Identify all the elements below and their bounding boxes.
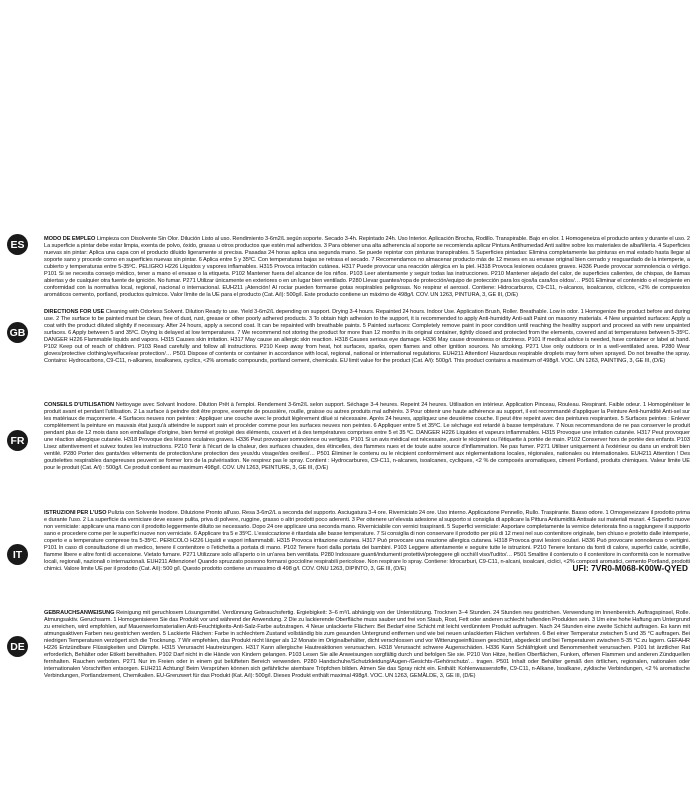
label-text-sheet	[0, 236, 700, 710]
section-body-es: Limpieza con Disolvente Sin Olor. Dilución Listo al uso. Rendimiento 3-6m2/L según soporte. Secado 3-4h. Repintado 24h. Uso Interior. Aplicación Brocha, Rodillo. Transpirable. Bajo en olor. 1 Homogeneiza el producto antes y durante el uso. 2 La superficie a pintar debe estar limpia, exenta de polvo, óxido, grasas u otros productos que estén mal adheridos. 3 Para obtener una alta adherencia al soporte se recomienda aplicar Pintura Antihumedad Anti salitre sobre los materiales de albañilería. 4 Superficies nuevas sin pintar: Aplica una capa con el producto diluido ligeramente si precisa. Pasadas 24 horas aplica una segunda mano. Se puede repintar con pinturas transpirables. 5 Superficies pintadas: Elimina completamente las pinturas en mal estado hasta llegar al soporte sano y procede como en superficies nuevas sin pintar. 6 Aplica entre 5 y 35ºC. Con temperaturas bajas se retrasa el secado. 7 Recomendamos no almacenar producto más de 12 meses en su envase original bien cerrado y resguardado de la intemperie, a cubierto y temperaturas entre 5-35ºC. PELIGRO H226 Líquidos y vapores inflamables. H315 Provoca irritación cutánea. H317 Puede provocar una reacción alérgica en la piel. H318 Provoca lesiones oculares graves. H336 Puede provocar somnolencia o vértigo. P101 Si se necesita consejo médico, tener a mano el envase o la etiqueta. P102 Mantener fuera del alcance de los niños. P103 Leer atentamente y seguir todas las instrucciones. P210 Mantener alejado del calor, de superficies calientes, de chispas, de llamas abiertas y de cualquier otra fuente de ignición. No fumar. P271 Utilizar únicamente en exteriores o en un lugar bien ventilado. P280 Llevar guantes/ropa de protección/equipo de protección para los ojos/la cara/los oídos/… P501 Eliminar el contenido o el recipiente en conformidad con la normativa local, regional, nacional o internacional. EUH211 ¡Atención! Al rociar pueden formarse gotas respirables peligrosas. No respirar el aerosol. Contiene: Hidrocarburos, C9-C11, n-alcanos, isoalcanos, cíclicos, <2% de compuestos aromáticos cemento, portland, productos químicos. Valor límite de la UE para el producto (Cat. A/i): 500g/l. Este producto contiene un máximo de 498g/l. COV. UN 1263, PINTURA, 3, GE III, (D/E)	[44, 236, 690, 299]
language-badge-es: ES	[7, 234, 28, 255]
section-de	[0, 610, 700, 710]
section-text-de	[44, 610, 690, 680]
section-es	[0, 236, 700, 309]
section-body-it: Pulizia con Solvente Inodore. Diluizione Pronto all'uso. Resa 3-6m2/L a seconda del supporto. Asciugatura 3-4 ore. Riverniciato 24 ore. Uso interno. Applicazione Pennello, Rullo. Traspirante. Basso odore. 1 Omogeneizzare il prodotto prima e durante l'uso. 2 La superficie da verniciare deve essere pulita, priva di polvere, ruggine, grasso o altri prodotti poco aderenti. 3 Per ottenere un'elevata adesione al supporto si consiglia di applicare la Pittura Antiumidità Antisale sui materiali murari. 4 Superfici nuove non verniciate: applicare una mano con il prodotto leggermente diluito se necessario. Dopo 24 ore applicare una seconda mano. Riverniciabile con vernici traspiranti. 5 Superfici verniciate: Asportare completamente la vernice deteriorata fino a raggiungere il supporto sano e procedere come per le superfici nuove non verniciate. 6 Applicare tra 5 e 35ºC. L'essiccazione è ritardata alle basse temperature. 7 Si consiglia di non conservare il prodotto per più di 12 mesi nel suo contenitore originale, ben chiuso e protetto dalle intemperie, coperto e a temperature comprese tra 5-35ºC. PERICOLO H226 Liquidi e vapori infiammabili. H315 Provoca irritazione cutanea. H317 Può provocare una reazione allergica cutanea. H318 Provoca gravi lesioni oculari. H336 Può provocare sonnolenza o vertigini. P101 In caso di consultazione di un medico, tenere il contenitore o l'etichetta a portata di mano. P102 Tenere fuori dalla portata dei bambini. P103 Leggere attentamente e seguire tutte le istruzioni. P210 Tenere lontano da fonti di calore, superfici calde, scintille, fiamme libere e altre fonti di accensione. Vietato fumare. P271 Utilizzare solo all'aperto o in un'area ben ventilata. P280 Indossare guanti/indumenti protettivi/proteggere gli occhi/il viso/l'udito/… P501 Smaltire il contenuto o il contenitore in conformità con le normative locali, regionali, nazionali o internazionali. EUH211 Attenzione! Quando spruzzato possono formarsi goccioline respirabili pericolose. Non respirare lo spray. Contiene: Idrocarburi, C9-C11, n-alcani, isoalcani, ciclici, <2% composti aromatici, cemento Portland, prodotti chimici. Valore limite UE per il prodotto (Cat. A/i): 500 g/l. Questo prodotto contiene un massimo di 498 g/l. COV. ONU 1263, DIPINTO, 3, GE III, (D/E)	[44, 510, 690, 573]
section-it	[0, 510, 700, 610]
section-heading-de: GEBRAUCHSANWEISUNG	[44, 610, 115, 616]
section-heading-gb: DIRECTIONS FOR USE	[44, 309, 105, 315]
section-body-de: Reinigung mit geruchlosem Lösungsmittel. Verdünnung Gebrauchsfertig. Ergiebigkeit: 3–6 m²/L abhängig von der Unterstützung. Trocknen 3–4 Stunden. 24 Stunden neu gestrichen. Verwendung im Innenbereich. Auftragspinsel, Rolle. Atmungsaktiv. Geruchsarm. 1 Homogenisieren Sie das Produkt vor und während der Anwendung. 2 Die zu lackierende Oberfläche muss sauber und frei von Staub, Rost, Fett oder anderen schlecht haftenden Produkten sein. 3 Um eine hohe Haftung am Untergrund zu erreichen, wird empfohlen, auf Mauerwerksmaterialien Anti-Feuchtigkeits-Anti-Salz-Farbe aufzutragen. 4 Neue unlackierte Flächen: Bei Bedarf eine Schicht mit leicht verdünntem Produkt auftragen. Nach 24 Stunden eine zweite Schicht auftragen. Es kann mit atmungsaktiven Farben neu gestrichen werden. 5 Lackierte Flächen: Farbe in schlechtem Zustand vollständig bis zum gesunden Untergrund entfernen und wie bei neuen unlackierten Flächen verfahren. 6 Bei einer Temperatur zwischen 5 und 35 °C auftragen. Bei niedrigen Temperaturen verzögert sich die Trocknung. 7 Wir empfehlen, das Produkt nicht länger als 12 Monate im Originalbehälter, dicht verschlossen und vor Witterungseinflüssen geschützt, abgedeckt und bei Temperaturen zwischen 5-35 °C zu lagern. GEFAHR H226 Entzündbare Flüssigkeiten und Dämpfe. H315 Verursacht Hautreizungen. H317 Kann allergische Hautreaktionen verursachen. H318 Verursacht schwere Augenschäden. H336 Kann Schläfrigkeit und Benommenheit verursachen. P101 Ist ärztlicher Rat erforderlich, Behälter oder Etikett bereithalten. P102 Darf nicht in die Hände von Kindern gelangen. P103 Lesen Sie alle Anweisungen sorgfältig durch und befolgen Sie sie. P210 Von Hitze, heißen Oberflächen, Funken, offenen Flammen und anderen Zündquellen fernhalten. Rauchen verboten. P271 Nur im Freien oder in einem gut belüfteten Bereich verwenden. P280 Handschuhe/Schutzkleidung/Augen-/Gesichts-/Gehörschutz/… tragen. P501 Inhalt oder Behälter gemäß den örtlichen, regionalen, nationalen oder internationalen Vorschriften entsorgen. EUH211 Achtung! Beim Versprühen können sich gefährliche atembare Tröpfchen bilden. Atmen Sie das Spray nicht ein. Enthält: Kohlenwasserstoffe, C9-C11, n-Alkane, Isoalkane, zyklische Verbindungen, <2 % aromatische Verbindungen, Portlandzement, Chemikalien. EU-Grenzwert für das Produkt (Kat. A/i): 500g/l. Dieses Produkt enthält maximal 498g/l. VOC. UN 1263, GEMÄLDE, 3, GE III, (D/E)	[44, 610, 690, 680]
section-text-fr	[44, 402, 690, 472]
section-heading-fr: CONSEILS D'UTILISATION	[44, 402, 114, 408]
ufi-code: UFI: 7VR0-M068-K00W-QYED	[572, 564, 688, 573]
section-gb	[0, 309, 700, 402]
language-badge-it: IT	[7, 544, 28, 565]
section-body-gb: Cleaning with Odorless Solvent. Dilution Ready to use. Yield 3-6m2/L depending on support. Drying 3-4 hours. Repainted 24 hours. Indoor Use. Application Brush, Roller. Breathable. Low in odor. 1 Homogenize the product before and during use. 2 The surface to be painted must be clean, free of dust, rust, grease or other poorly adhered products. 3 To obtain high adhesion to the support, it is recommended to apply Anti-humidity Anti-salt Paint on masonry materials. 4 New unpainted surfaces: Apply a coat with the product diluted slightly if necessary. After 24 hours, apply a second coat. It can be repainted with breathable paints. 5 Painted surfaces: Completely remove paint in poor condition until reaching the healthy support and proceed as with new unpainted surfaces. 6 Apply between 5 and 35ºC. Drying is delayed at low temperatures. 7 We recommend not storing the product for more than 12 months in its original container, tightly closed and protected from the elements, covered and at temperatures between 5-35ºC. DANGER H226 Flammable liquids and vapors. H315 Causes skin irritation. H317 May cause an allergic skin reaction. H318 Causes serious eye damage. H336 May cause drowsiness or dizziness. P101 If medical advice is needed, have container or label at hand. P102 Keep out of reach of children. P103 Read carefully and follow all instructions. P210 Keep away from heat, hot surfaces, sparks, open flames and other ignition sources. No smoking. P271 Use only outdoors or in a well-ventilated area. P280 Wear gloves/protective clothing/eye/face/ear protection/… P501 Dispose of contents or container in accordance with local, regional, national or international regulations. EUH211 Attention! Hazardous respirable droplets may form when sprayed. Do not breathe the spray. Contains: Hydrocarbons, C9-C11, n-alkanes, isoalkanes, cyclics, <2% aromatic compounds, portland cement, chemicals. EU limit value for the product (Cat. A/i): 500g/l. This product contains a maximum of 498g/l. VOC. UN 1263, PAINTING, 3, GE III, (D/E)	[44, 309, 690, 365]
section-text-gb	[44, 309, 690, 365]
language-badge-fr: FR	[7, 430, 28, 451]
section-text-es	[44, 236, 690, 299]
language-badge-gb: GB	[7, 322, 28, 343]
language-badge-de: DE	[7, 636, 28, 657]
section-fr	[0, 402, 700, 510]
section-heading-es: MODO DE EMPLEO	[44, 236, 96, 242]
section-body-fr: Nettoyage avec Solvant Inodore. Dilution Prêt à l'emploi. Rendement 3-6m2/L selon support. Séchage 3-4 heures. Repeint 24 heures. Utilisation en intérieur. Application Pinceau, Rouleau. Respirant. Faible odeur. 1 Homogénéiser le produit avant et pendant l'utilisation. 2 La surface à peindre doit être propre, exempte de poussière, rouille, graisse ou autres produits mal adhérés. 3 Pour obtenir une haute adhérence au support, il est recommandé d'appliquer la Peinture Anti-humidité Anti-sel sur les matériaux de maçonnerie. 4 Surfaces neuves non peintes : Appliquer une couche avec le produit légèrement dilué si nécessaire. Après 24 heures, appliquez une deuxième couche. Il peut être repeint avec des peintures respirantes. 5 Surfaces peintes : Enlever complètement la peinture en mauvais état jusqu'à atteindre le support sain et procéder comme pour les surfaces neuves non peintes. 6 Appliquer entre 5 et 35ºC. Le séchage est retardé à basse température. 7 Nous recommandons de ne pas conserver le produit pendant plus de 12 mois dans son emballage d'origine, bien fermé et protégé des éléments, couvert et à des températures comprises entre 5 et 35 ºC. DANGER H226 Liquides et vapeurs inflammables. H315 Provoque une irritation cutanée. H317 Peut provoquer une réaction allergique cutanée. H318 Provoque des lésions oculaires graves. H336 Peut provoquer somnolence ou vertiges. P101 Si un avis médical est nécessaire, avoir le récipient ou l'étiquette à portée de main. P102 Conserver hors de portée des enfants. P103 Lisez attentivement et suivez toutes les instructions. P210 Tenir à l'écart de la chaleur, des surfaces chaudes, des étincelles, des flammes nues et de toute autre source d'inflammation. Ne pas fumer. P271 Utiliser uniquement à l'extérieur ou dans un endroit bien ventilé. P280 Porter des gants/des vêtements de protection/une protection des yeux/du visage/des oreilles/… P501 Éliminer le contenu ou le récipient conformément aux réglementations locales, régionales, nationales ou internationales. EUH211 Attention ! Des gouttelettes respirables dangereuses peuvent se former lors de la pulvérisation. Ne respirez pas le spray. Contient : Hydrocarbures, C9-C11, n-alcanes, isoalcanes, cycliques, <2 % de composés aromatiques, ciment Portland, produits chimiques. Valeur limite UE pour le produit (Cat. A/i) : 500g/l. Ce produit contient au maximum 498g/l. COV. UN 1263, PEINTURE, 3, GE III, (D/E)	[44, 402, 691, 472]
section-heading-it: ISTRUZIONI PER L'USO	[44, 510, 107, 516]
